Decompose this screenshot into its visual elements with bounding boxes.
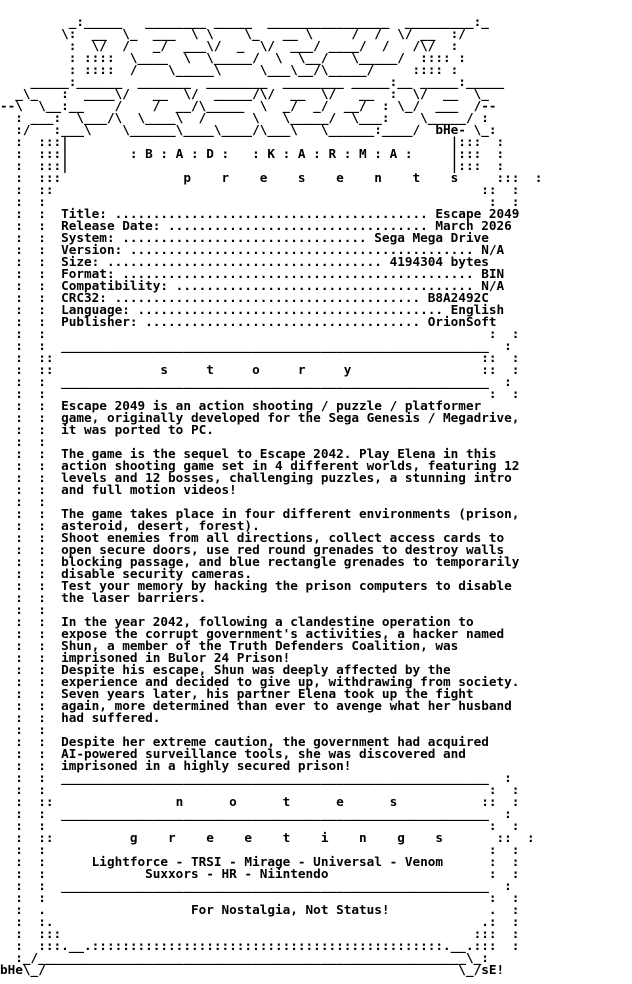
nfo-line: : :::: \____ \ \_____/ \ \__/ \_____/ :::: : xyxy=(0,50,466,65)
nfo-line: : : Version: ............................................. N/A xyxy=(0,242,505,257)
nfo-line: : : imprisoned in Bulor 24 Prison! xyxy=(0,650,291,665)
nfo-line: : : Release Date: .................................. March 2026 xyxy=(0,218,512,233)
nfo-line: : : : : xyxy=(0,818,520,833)
nfo-line: : : Size: .................................... 4194304 bytes xyxy=(0,254,489,269)
nfo-line: : : Despite her extreme caution, the government had acquired xyxy=(0,734,489,749)
nfo-line: : : : : xyxy=(0,194,520,209)
nfo-line: --\ \__:__ / / __/\_____ \ _/ _/ __/ : \_/ ___ /-- xyxy=(0,98,497,113)
nfo-line: : :: g r e e t i n g s :: : xyxy=(0,830,535,845)
nfo-line: : : action shooting game set in 4 different worlds, featuring 12 xyxy=(0,458,520,473)
nfo-line: : : disable security cameras. xyxy=(0,566,253,581)
nfo-line: : : Shoot enemies from all directions, collect access cards to xyxy=(0,530,505,545)
nfo-line: : : ________________________________________________________ : xyxy=(0,878,512,893)
nfo-line: : : The game takes place in four different environments (prison, xyxy=(0,506,520,521)
nfo-line: : : Test your memory by hacking the prison computers to disable xyxy=(0,578,512,593)
nfo-line: : :::.__.::::::::::::::::::::::::::::::::::::::::::::::.__.::: : xyxy=(0,938,520,953)
nfo-line: _\_ : ____\/ __ \/ _____/\/ __ \/ __ : \/ __ \_ xyxy=(0,86,489,101)
nfo-line: : :: :: : xyxy=(0,182,520,197)
nfo-line: : : ________________________________________________________ : xyxy=(0,770,512,785)
nfo-line: : : expose the corrupt government's activities, a hacker named xyxy=(0,626,505,641)
nfo-line: : : Suxxors - HR - Niintendo : : xyxy=(0,866,520,881)
nfo-line: : : imprisoned in a highly secured prison! xyxy=(0,758,352,773)
nfo-line: : : Shun, a member of the Truth Defenders Coalition, was xyxy=(0,638,459,653)
nfo-line: : :: n o t e s :: : xyxy=(0,794,520,809)
nfo-line: : : Language: ........................................ English xyxy=(0,302,505,317)
nfo-line: : : : : xyxy=(0,386,520,401)
nfo-line: : : ________________________________________________________ : xyxy=(0,338,512,353)
nfo-line: : : Seven years later, his partner Elena took up the fight xyxy=(0,686,474,701)
nfo-line: : : the laser barriers. xyxy=(0,590,207,605)
nfo-line: : :: :: : xyxy=(0,350,520,365)
nfo-line: :/ :___\ \______\____\____/\___\ \______:____/ bHe- \_: xyxy=(0,122,497,137)
nfo-line: : : had suffered. xyxy=(0,710,161,725)
nfo-line: :_/________________________________________________________\_: xyxy=(0,950,489,965)
nfo-line: : : it was ported to PC. xyxy=(0,422,214,437)
nfo-line: : : System: ................................ Sega Mega Drive xyxy=(0,230,489,245)
nfo-line: : :: s t o r y :: : xyxy=(0,362,520,377)
nfo-line: : :::: / \_____\ \___\__/\_____/ :::: : xyxy=(0,62,459,77)
nfo-line: : ::: p r e s e n t s ::: : xyxy=(0,170,543,185)
nfo-line: \: __ \_ ___ \ \ \_ __ \ / / \/ __ :/ xyxy=(0,26,466,41)
nfo-line: : : : : xyxy=(0,842,520,857)
nfo-line: _:_____ ________ _____ ________________ _________:_ xyxy=(0,14,489,29)
nfo-line: : : Title: ......................................... Escape 2049 xyxy=(0,206,520,221)
nfo-line: : : xyxy=(0,722,46,737)
nfo-line: : . For Nostalgia, Not Status! . : xyxy=(0,902,520,917)
nfo-line: : : AI-powered surveillance tools, she was discovered and xyxy=(0,746,466,761)
nfo-line: : : again, more determined than ever to avenge what her husband xyxy=(0,698,512,713)
nfo-line: bHe\_/ \_/sE! xyxy=(0,962,505,977)
nfo-line: : : : : xyxy=(0,890,520,905)
nfo-line: : : ________________________________________________________ : xyxy=(0,806,512,821)
nfo-line: : : and full motion videos! xyxy=(0,482,237,497)
nfo-line: : : blocking passage, and blue rectangle grenades to temporarily xyxy=(0,554,520,569)
nfo-line: : :. .: : xyxy=(0,914,520,929)
nfo-line: : :::| : B : A : D : : K : A : R : M : A : |::: : xyxy=(0,146,505,161)
nfo-line: : : experience and decided to give up, withdrawing from society. xyxy=(0,674,520,689)
nfo-line: : : : : xyxy=(0,782,520,797)
nfo-line: : : Lightforce - TRSI - Mirage - Universal - Venom : : xyxy=(0,854,520,869)
nfo-line: : \/ / _/ ___\/ _ \/ ___/ ____/ / /\/ : xyxy=(0,38,459,53)
nfo-line: : : CRC32: ........................................ B8A2492C xyxy=(0,290,489,305)
nfo-line: : : Format: .............................................. BIN xyxy=(0,266,505,281)
nfo-line: : : xyxy=(0,494,46,509)
nfo-line: : : : : xyxy=(0,326,520,341)
nfo-line: : : The game is the sequel to Escape 2042. Play Elena in this xyxy=(0,446,497,461)
nfo-line: : : open secure doors, use red round grenades to destroy walls xyxy=(0,542,505,557)
nfo-line: : : Escape 2049 is an action shooting / puzzle / platformer xyxy=(0,398,482,413)
nfo-line: : : xyxy=(0,602,46,617)
nfo-line: : : Despite his escape, Shun was deeply affected by the xyxy=(0,662,451,677)
nfo-line: : : levels and 12 bosses, challenging puzzles, a stunning intro xyxy=(0,470,512,485)
nfo-line: : : asteroid, desert, forest). xyxy=(0,518,260,533)
nfo-line: : : ________________________________________________________ : xyxy=(0,374,512,389)
nfo-line: : : xyxy=(0,434,46,449)
nfo-line: : : Compatibility: ....................................... N/A xyxy=(0,278,505,293)
nfo-line: : ___: \___/\ \____\ / \ \_____/ \___: \_____/ : xyxy=(0,110,489,125)
nfo-line: : : In the year 2042, following a clandestine operation to xyxy=(0,614,474,629)
nfo-line: : :::| |::: : xyxy=(0,158,505,173)
nfo-line: _____:______ _______ ________ ________ _____:__ _____:_____ xyxy=(0,74,505,89)
nfo-line: : : game, originally developed for the Sega Genesis / Megadrive, xyxy=(0,410,520,425)
nfo-line: : ::: ::: : xyxy=(0,926,520,941)
nfo-line: : :::| |::: : xyxy=(0,134,505,149)
nfo-line: : : Publisher: .................................... OrionSoft xyxy=(0,314,497,329)
